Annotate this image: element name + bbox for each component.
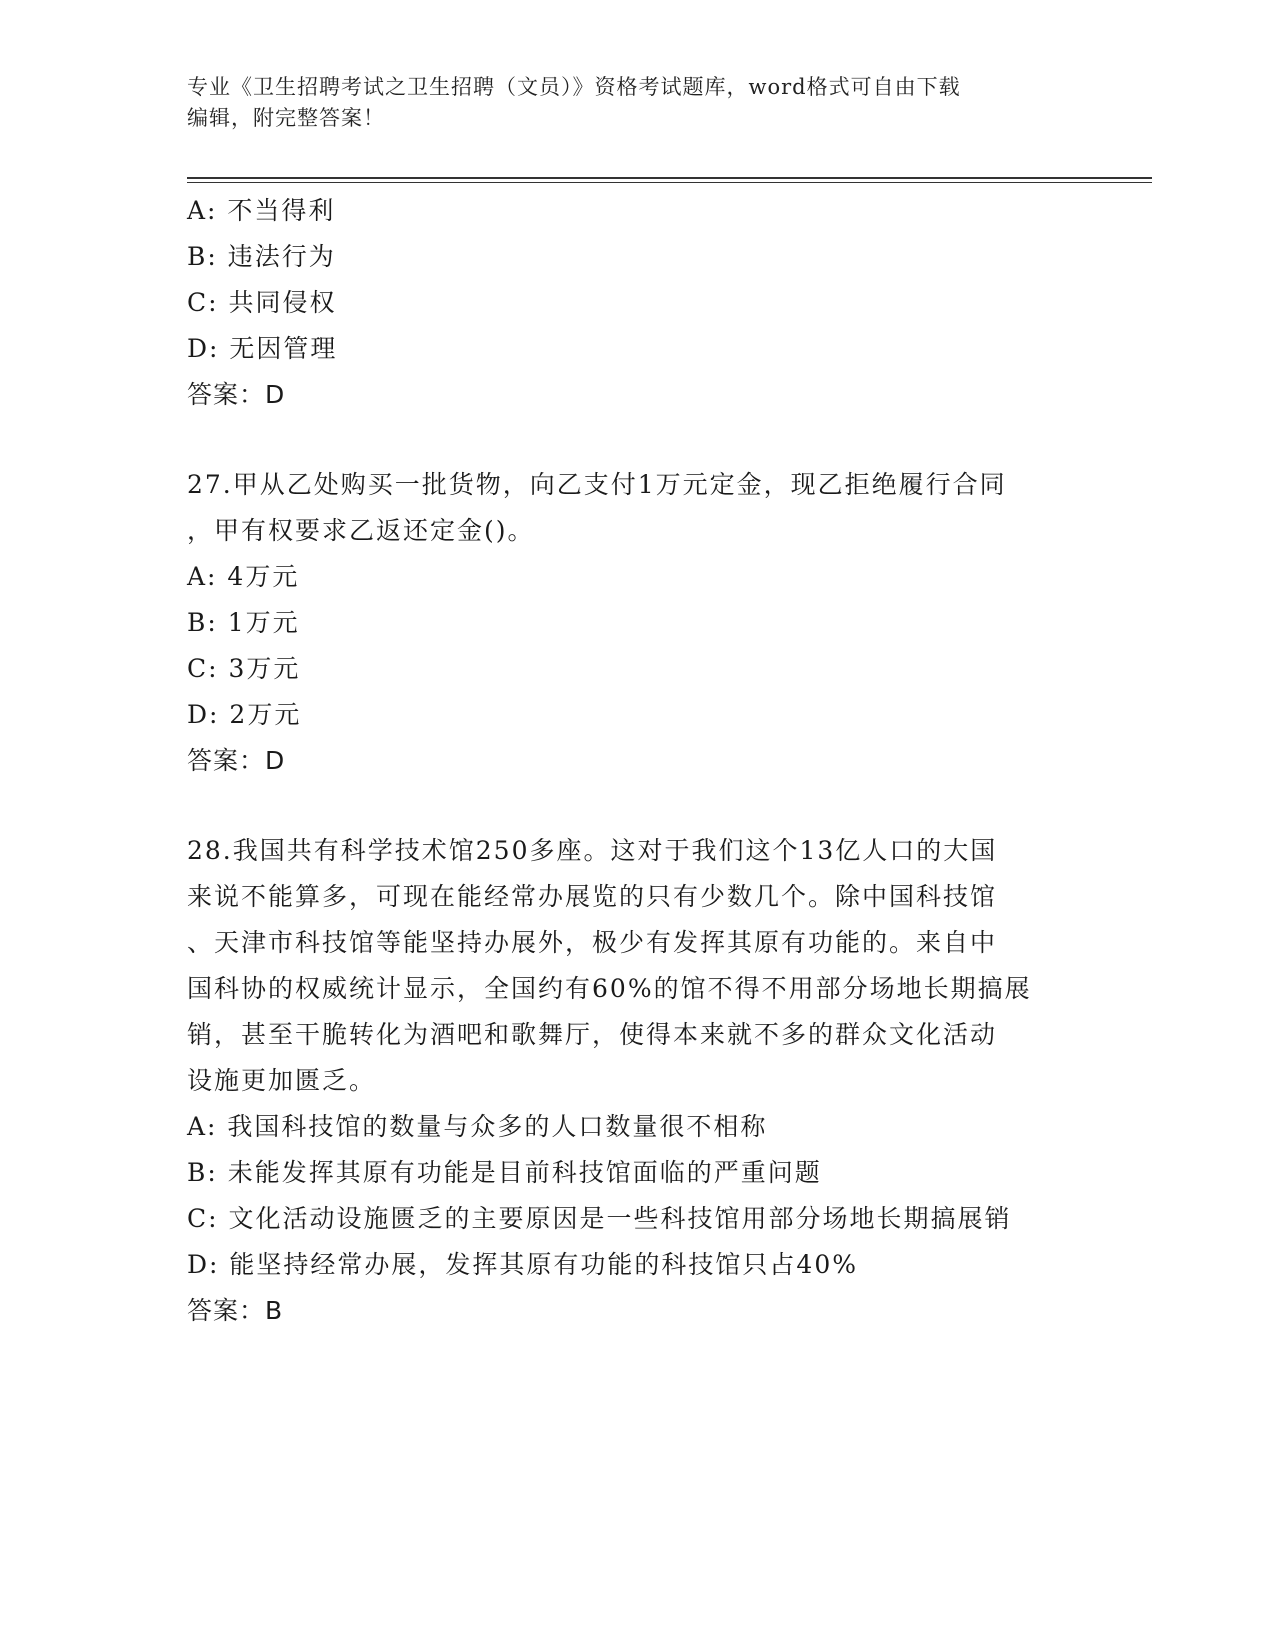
question-26-options <box>187 188 1087 418</box>
header-divider <box>187 177 1152 179</box>
question-content <box>187 188 1087 1334</box>
option-b: B: 违法行为 <box>187 242 336 271</box>
option-d: D: 2万元 <box>187 700 302 729</box>
stem-line: ，甲有权要求乙返还定金()。 <box>187 516 535 545</box>
option-c: C: 3万元 <box>187 654 301 683</box>
option-c: C: 共同侵权 <box>187 288 337 317</box>
option-b: B: 未能发挥其原有功能是目前科技馆面临的严重问题 <box>187 1158 822 1187</box>
stem-line: 27.甲从乙处购买一批货物，向乙支付1万元定金，现乙拒绝履行合同 <box>187 470 1007 499</box>
question-28 <box>187 828 1087 1334</box>
document-header <box>187 72 1067 134</box>
header-divider-thin <box>187 182 1152 183</box>
stem-line: 28.我国共有科学技术馆250多座。这对于我们这个13亿人口的大国 <box>187 836 998 865</box>
option-d: D: 能坚持经常办展，发挥其原有功能的科技馆只占40% <box>187 1250 858 1279</box>
answer: 答案：B <box>187 1296 284 1325</box>
header-line: 编辑，附完整答案！ <box>187 106 385 130</box>
answer: 答案：D <box>187 380 286 409</box>
option-d: D: 无因管理 <box>187 334 338 363</box>
question-stem <box>187 828 1087 1104</box>
question-27 <box>187 462 1087 784</box>
stem-line: 销，甚至干脆转化为酒吧和歌舞厅，使得本来就不多的群众文化活动 <box>187 1020 998 1049</box>
stem-line: 设施更加匮乏。 <box>187 1066 377 1095</box>
stem-line: 、天津市科技馆等能坚持办展外，极少有发挥其原有功能的。来自中 <box>187 928 998 957</box>
option-b: B: 1万元 <box>187 608 300 637</box>
question-stem <box>187 462 1087 554</box>
spacer <box>187 418 1087 462</box>
stem-line: 来说不能算多，可现在能经常办展览的只有少数几个。除中国科技馆 <box>187 882 998 911</box>
option-a: A: 不当得利 <box>187 196 336 225</box>
option-a: A: 我国科技馆的数量与众多的人口数量很不相称 <box>187 1112 768 1141</box>
option-c: C: 文化活动设施匮乏的主要原因是一些科技馆用部分场地长期搞展销 <box>187 1204 1012 1233</box>
option-a: A: 4万元 <box>187 562 300 591</box>
answer: 答案：D <box>187 746 286 775</box>
stem-line: 国科协的权威统计显示，全国约有60%的馆不得不用部分场地长期搞展 <box>187 974 1032 1003</box>
header-line: 专业《卫生招聘考试之卫生招聘（文员）》资格考试题库，word格式可自由下载 <box>187 75 961 99</box>
spacer <box>187 784 1087 828</box>
